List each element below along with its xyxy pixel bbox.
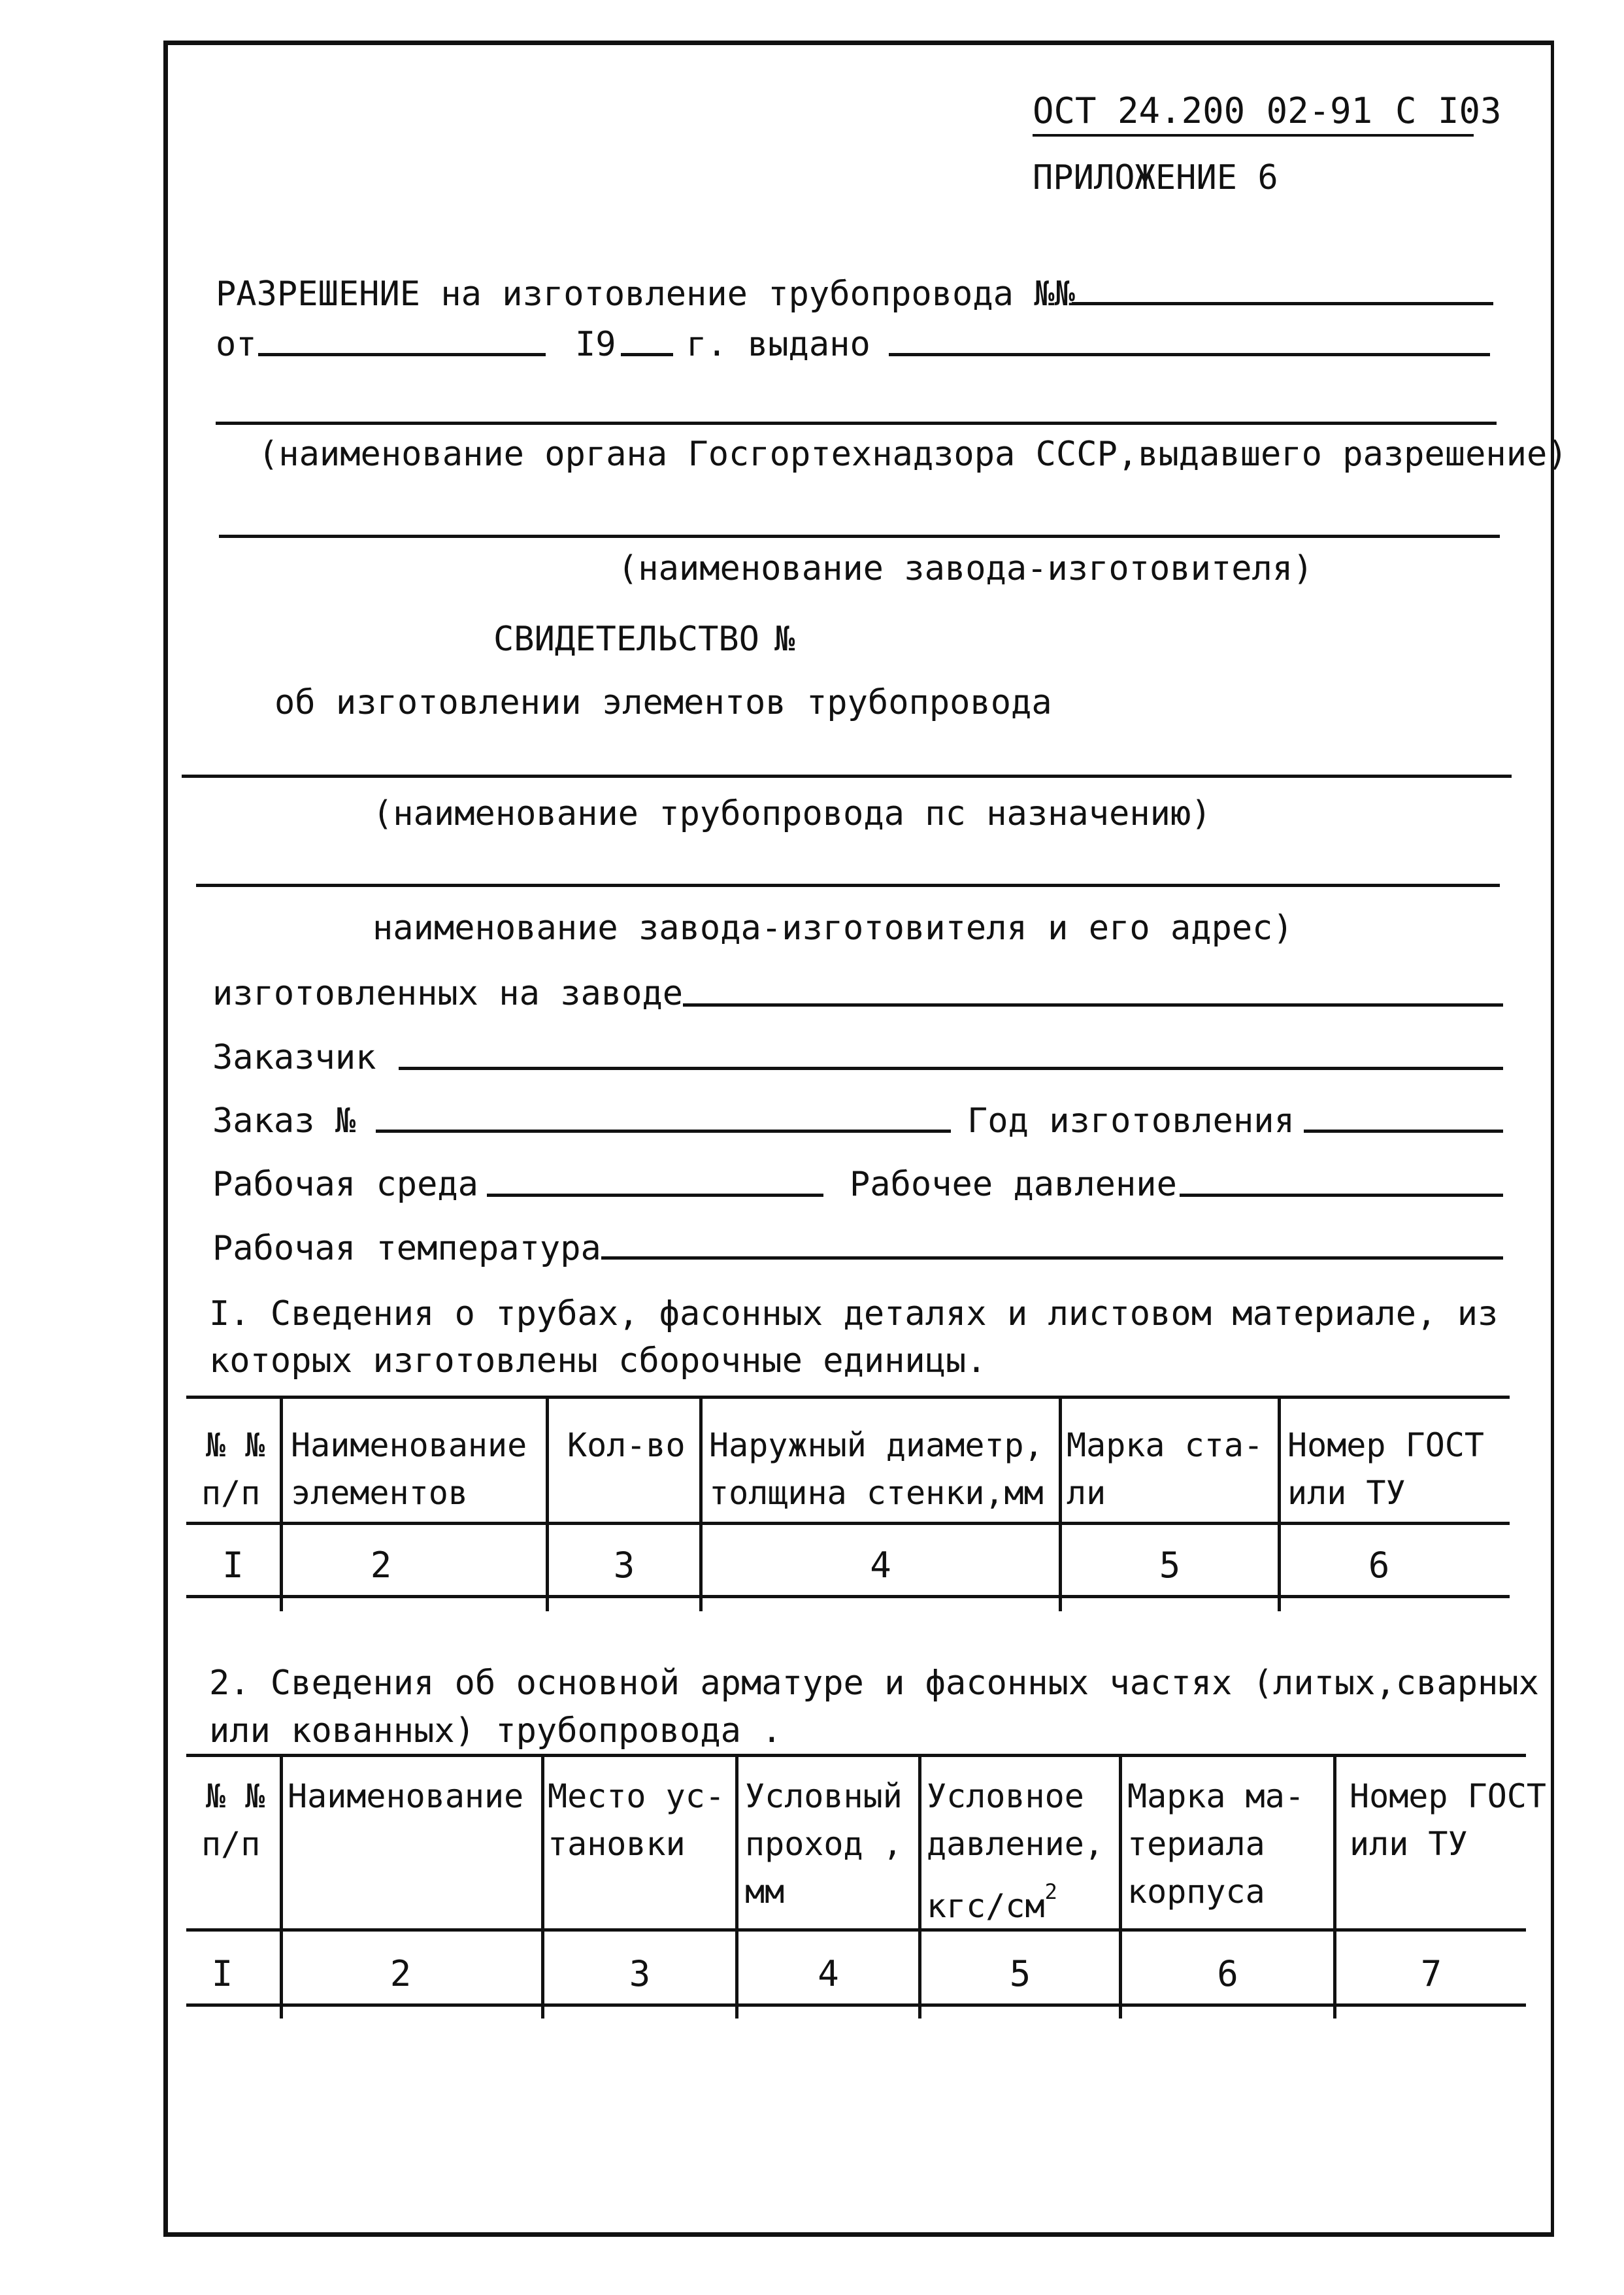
table1-header-steel: ли — [1067, 1474, 1106, 1512]
medium-label: Рабочая среда — [212, 1165, 478, 1204]
appendix-label: ПРИЛОЖЕНИЕ 6 — [1033, 158, 1278, 197]
permit-date-blank — [258, 353, 546, 356]
table2-header-gost: Номер ГОСТ — [1350, 1777, 1547, 1815]
table2-col-number: 3 — [629, 1953, 651, 1994]
header-underline — [1033, 134, 1474, 137]
table1-header-rule — [186, 1522, 1510, 1525]
table1-col-number: 2 — [370, 1545, 392, 1586]
section2-title-line2: или кованных) трубопровода . — [209, 1711, 782, 1751]
table2-header-no: п/п — [201, 1825, 261, 1863]
table1-col-number: 5 — [1159, 1545, 1181, 1586]
year-made-blank — [1304, 1130, 1503, 1133]
table2-header-bore: мм — [745, 1873, 785, 1911]
table2-col-number: 7 — [1420, 1953, 1442, 1994]
made-at-blank — [683, 1003, 1503, 1007]
factory-caption: (наименование завода-изготовителя) — [618, 549, 1314, 588]
permit-year-blank — [621, 353, 673, 356]
temperature-label: Рабочая температура — [212, 1229, 601, 1268]
table1-col-number: I — [222, 1545, 244, 1586]
pressure-blank — [1180, 1194, 1503, 1197]
pressure-label: Рабочее давление — [850, 1165, 1177, 1204]
table1-col-number: 4 — [870, 1545, 891, 1586]
permit-line: РАЗРЕШЕНИЕ на изготовление трубопровода №№ — [216, 275, 1075, 314]
table2-col-number: I — [211, 1953, 233, 1994]
table2-header-gost: или ТУ — [1350, 1825, 1468, 1863]
table2-header-bore: Условный — [745, 1777, 903, 1815]
customer-label: Заказчик — [212, 1038, 376, 1077]
section1-title-line1: I. Сведения о трубах, фасонных деталях и листовом материале, из — [209, 1294, 1499, 1333]
table1-header-qty: Кол-во — [567, 1426, 686, 1464]
table1-col-number: 6 — [1368, 1545, 1390, 1586]
pipeline-caption: (наименование трубопровода пс назначению) — [373, 794, 1212, 833]
table2-header-bore: проход , — [745, 1825, 903, 1863]
table2-header-rule — [186, 1928, 1526, 1932]
page-frame — [163, 41, 1554, 2237]
made-at-label: изготовленных на заводе — [212, 974, 684, 1013]
table2-header-no: № № — [206, 1777, 265, 1815]
table2-top-rule — [186, 1754, 1526, 1757]
temperature-blank — [601, 1256, 1503, 1260]
certificate-title: СВИДЕТЕЛЬСТВО — [493, 620, 759, 659]
certificate-subtitle: об изготовлении элементов трубопровода — [274, 683, 1052, 722]
permit-issued-label: г. выдано — [686, 325, 870, 364]
table1-header-gost: или ТУ — [1287, 1474, 1406, 1512]
table2-header-material: корпуса — [1127, 1873, 1265, 1911]
standard-code: ОСТ 24.200 02-91 — [1033, 90, 1373, 131]
factory-blank — [219, 535, 1500, 538]
table1-header-gost: Номер ГОСТ — [1287, 1426, 1485, 1464]
section2-title-line1: 2. Сведения об основной арматуре и фасонных частях (литых,сварных — [209, 1664, 1539, 1703]
table2-header-location: тановки — [548, 1825, 686, 1863]
factory-address-blank — [196, 884, 1500, 887]
table2-col-number: 6 — [1217, 1953, 1238, 1994]
table2-header-material: Марка ма- — [1127, 1777, 1304, 1815]
table1-header-diameter: Наружный диаметр, — [709, 1426, 1044, 1464]
table1-header-name: Наименование — [291, 1426, 527, 1464]
page-number: С I03 — [1395, 90, 1502, 131]
table2-header-name: Наименование — [288, 1777, 524, 1815]
year-made-label: Год изготовления — [967, 1101, 1295, 1141]
permit-issuer-blank — [889, 353, 1490, 356]
table2-bottom-rule — [186, 2003, 1526, 2007]
order-blank — [376, 1130, 951, 1133]
certificate-number-sign: № — [774, 620, 795, 659]
table2-header-material: териала — [1127, 1825, 1265, 1863]
permit-year: I9 — [575, 325, 616, 364]
authority-blank — [216, 422, 1497, 425]
table1-header-name: элементов — [291, 1474, 468, 1512]
table1-top-rule — [186, 1396, 1510, 1399]
section1-title-line2: которых изготовлены сборочные единицы. — [209, 1341, 987, 1381]
table2-col-number: 5 — [1009, 1953, 1031, 1994]
table1-col-number: 3 — [613, 1545, 635, 1586]
table2-header-pressure: Условное — [927, 1777, 1084, 1815]
pipeline-name-blank — [182, 775, 1512, 778]
table2-header-pressure: давление, — [927, 1825, 1104, 1863]
table2-header-location: Место ус- — [548, 1777, 725, 1815]
table1-header-no: п/п — [201, 1474, 261, 1512]
customer-blank — [399, 1067, 1503, 1070]
table1-header-no: № № — [206, 1426, 265, 1464]
table2-col-number: 2 — [389, 1953, 412, 1994]
permit-number-blank — [1072, 302, 1493, 305]
medium-blank — [487, 1194, 823, 1197]
permit-from-label: от — [216, 325, 257, 364]
table1-header-diameter: толщина стенки,мм — [709, 1474, 1044, 1512]
authority-caption: (наименование органа Госгортехнадзора СССР,выдавшего разрешение) — [258, 435, 1568, 474]
table1-bottom-rule — [186, 1595, 1510, 1598]
table1-header-steel: Марка ста- — [1067, 1426, 1264, 1464]
table2-col-number: 4 — [818, 1953, 839, 1994]
pressure-exponent: 2 — [1044, 1879, 1057, 1904]
order-label: Заказ № — [212, 1101, 356, 1141]
factory-address-caption: наименование завода-изготовителя и его адрес) — [373, 909, 1293, 948]
table2-header-pressure: кгс/$см^2$ — [927, 1879, 1057, 1925]
